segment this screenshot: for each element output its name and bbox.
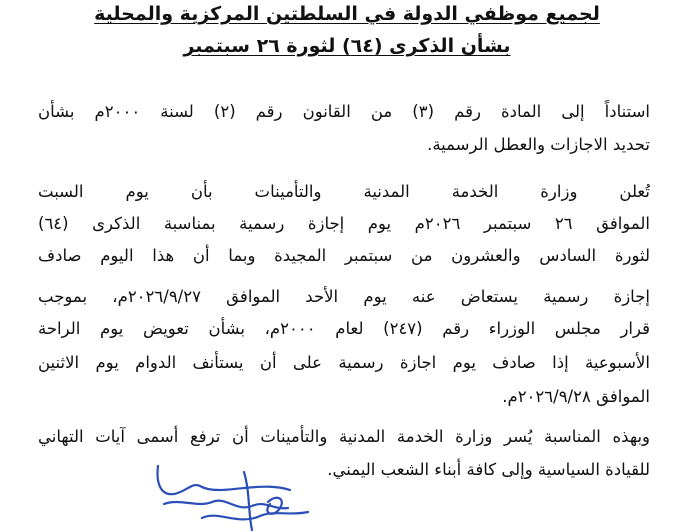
paragraph-3-line-2: للقيادة السياسية وإلى كافة أبناء الشعب اليمني.: [327, 460, 650, 479]
paragraph-2-line-2: الموافق ٢٦ سبتمبر ٢٠٢٦م يوم إجازة رسمية بمناسبة الذكرى (٦٤): [38, 214, 650, 233]
paragraph-1-line-1: استناداً إلى المادة رقم (٣) من القانون رقم (٢) لسنة ٢٠٠٠م بشأن: [38, 102, 650, 121]
paragraph-3-line-1: وبهذه المناسبة يُسر وزارة الخدمة المدنية والتأمينات أن ترفع أسمى آيات التهاني: [38, 427, 650, 446]
paragraph-2-line-3: لثورة السادس والعشرون من سبتمبر المجيدة وبما أن هذا اليوم صادف: [38, 246, 650, 265]
paragraph-1-line-2: تحديد الاجازات والعطل الرسمية.: [427, 135, 650, 154]
signature-icon: [140, 452, 320, 532]
heading-subject: بشأن الذكرى (٦٤) لثورة ٢٦ سبتمبر: [183, 35, 511, 57]
paragraph-2-line-1: تُعلن وزارة الخدمة المدنية والتأمينات بأن يوم السبت: [38, 182, 650, 201]
paragraph-2-line-6: الأسبوعية إذا صادف يوم اجازة رسمية على أن يستأنف الدوام يوم الاثنين: [38, 353, 650, 372]
paragraph-2-line-7: الموافق ٢٠٢٦/٩/٢٨م.: [502, 387, 650, 406]
paragraph-2-line-4: إجازة رسمية يستعاض عنه يوم الأحد الموافق ٢٠٢٦/٩/٢٧م، بموجب: [38, 287, 650, 306]
paragraph-2-line-5: قرار مجلس الوزراء رقم (٢٤٧) لعام ٢٠٠٠م، بشأن تعويض يوم الراحة: [38, 319, 650, 338]
heading-recipients: لجميع موظفي الدولة في السلطتين المركزية والمحلية: [94, 3, 600, 25]
